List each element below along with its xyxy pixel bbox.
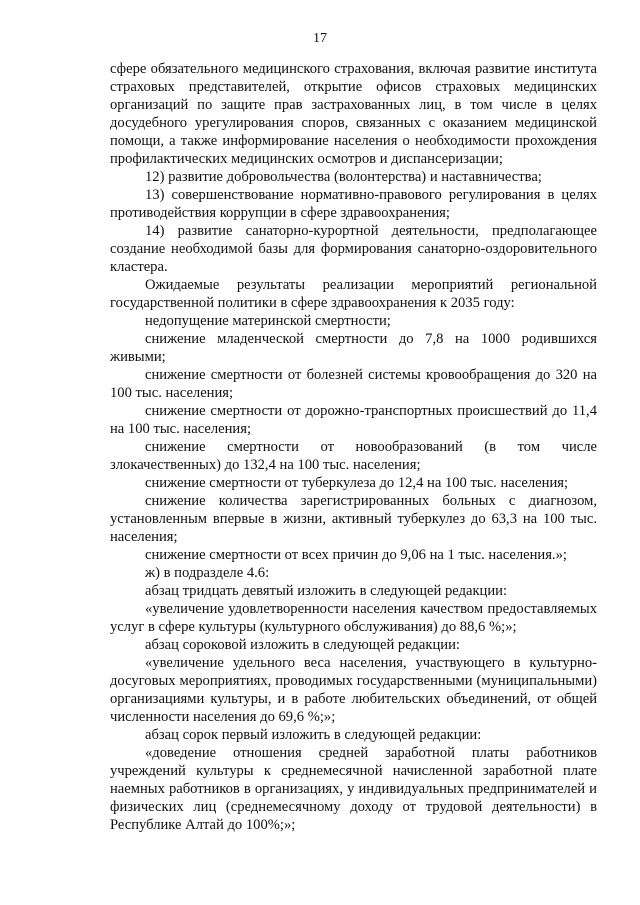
paragraph: абзац тридцать девятый изложить в следующей редакции:	[145, 583, 508, 599]
paragraph: недопущение материнской смертности;	[145, 313, 391, 329]
paragraph: снижение смертности от всех причин до 9,06 на 1 тыс. населения.»;	[145, 547, 567, 563]
paragraph: снижение младенческой смертности до 7,8 на 1000 родившихся живыми;	[110, 331, 597, 365]
paragraph: снижение количества зарегистрированных больных с диагнозом, установленным впервые в жизни, активный туберкулез до 63,3 на 100 тыс. населения;	[110, 493, 597, 545]
paragraph: «доведение отношения средней заработной платы работников учреждений культуры к среднемесячной начисленной заработной плате наемных работников в организациях, у индивидуальных предпринимателей и физических лиц (среднемесячному доходу от трудовой деятельности) в Республике Алтай до 100%;»;	[110, 745, 597, 833]
paragraph: Ожидаемые результаты реализации мероприятий региональной государственной политики в сфере здравоохранения к 2035 году:	[110, 277, 597, 311]
paragraph: ж) в подразделе 4.6:	[145, 565, 270, 581]
page-number: 17	[313, 31, 327, 46]
paragraph: снижение смертности от болезней системы кровообращения до 320 на 100 тыс. населения;	[110, 367, 597, 401]
paragraph: снижение смертности от новообразований (в том числе злокачественных) до 132,4 на 100 тыс. населения;	[110, 439, 597, 473]
paragraph: сфере обязательного медицинского страхования, включая развитие института страховых представителей, открытие офисов страховых медицинских организаций по защите прав застрахованных лиц, в том числе в целях досудебного урегулирования споров, связанных с оказанием медицинской помощи, а также информирование населения о необходимости прохождения профилактических медицинских осмотров и диспансеризации;	[110, 61, 597, 167]
paragraph: 12) развитие добровольчества (волонтерства) и наставничества;	[145, 169, 542, 185]
paragraph: «увеличение удельного веса населения, участвующего в культурно-досуговых мероприятиях, проводимых государственными (муниципальными) организациями культуры, и в работе любительских объединений, от общей численности населения до 69,6 %;»;	[110, 655, 597, 725]
paragraph: абзац сорок первый изложить в следующей редакции:	[145, 727, 482, 743]
paragraph: снижение смертности от дорожно-транспортных происшествий до 11,4 на 100 тыс. населения;	[110, 403, 597, 437]
paragraph: абзац сороковой изложить в следующей редакции:	[145, 637, 460, 653]
paragraph: снижение смертности от туберкулеза до 12,4 на 100 тыс. населения;	[145, 475, 569, 491]
document-body	[110, 60, 597, 834]
paragraph: 14) развитие санаторно-курортной деятельности, предполагающее создание необходимой базы для формирования санаторно-оздоровительного кластера.	[110, 223, 597, 275]
paragraph: 13) совершенствование нормативно-правового регулирования в целях противодействия коррупции в сфере здравоохранения;	[110, 187, 597, 221]
paragraph: «увеличение удовлетворенности населения качеством предоставляемых услуг в сфере культуры (культурного обслуживания) до 88,6 %;»;	[110, 601, 597, 635]
